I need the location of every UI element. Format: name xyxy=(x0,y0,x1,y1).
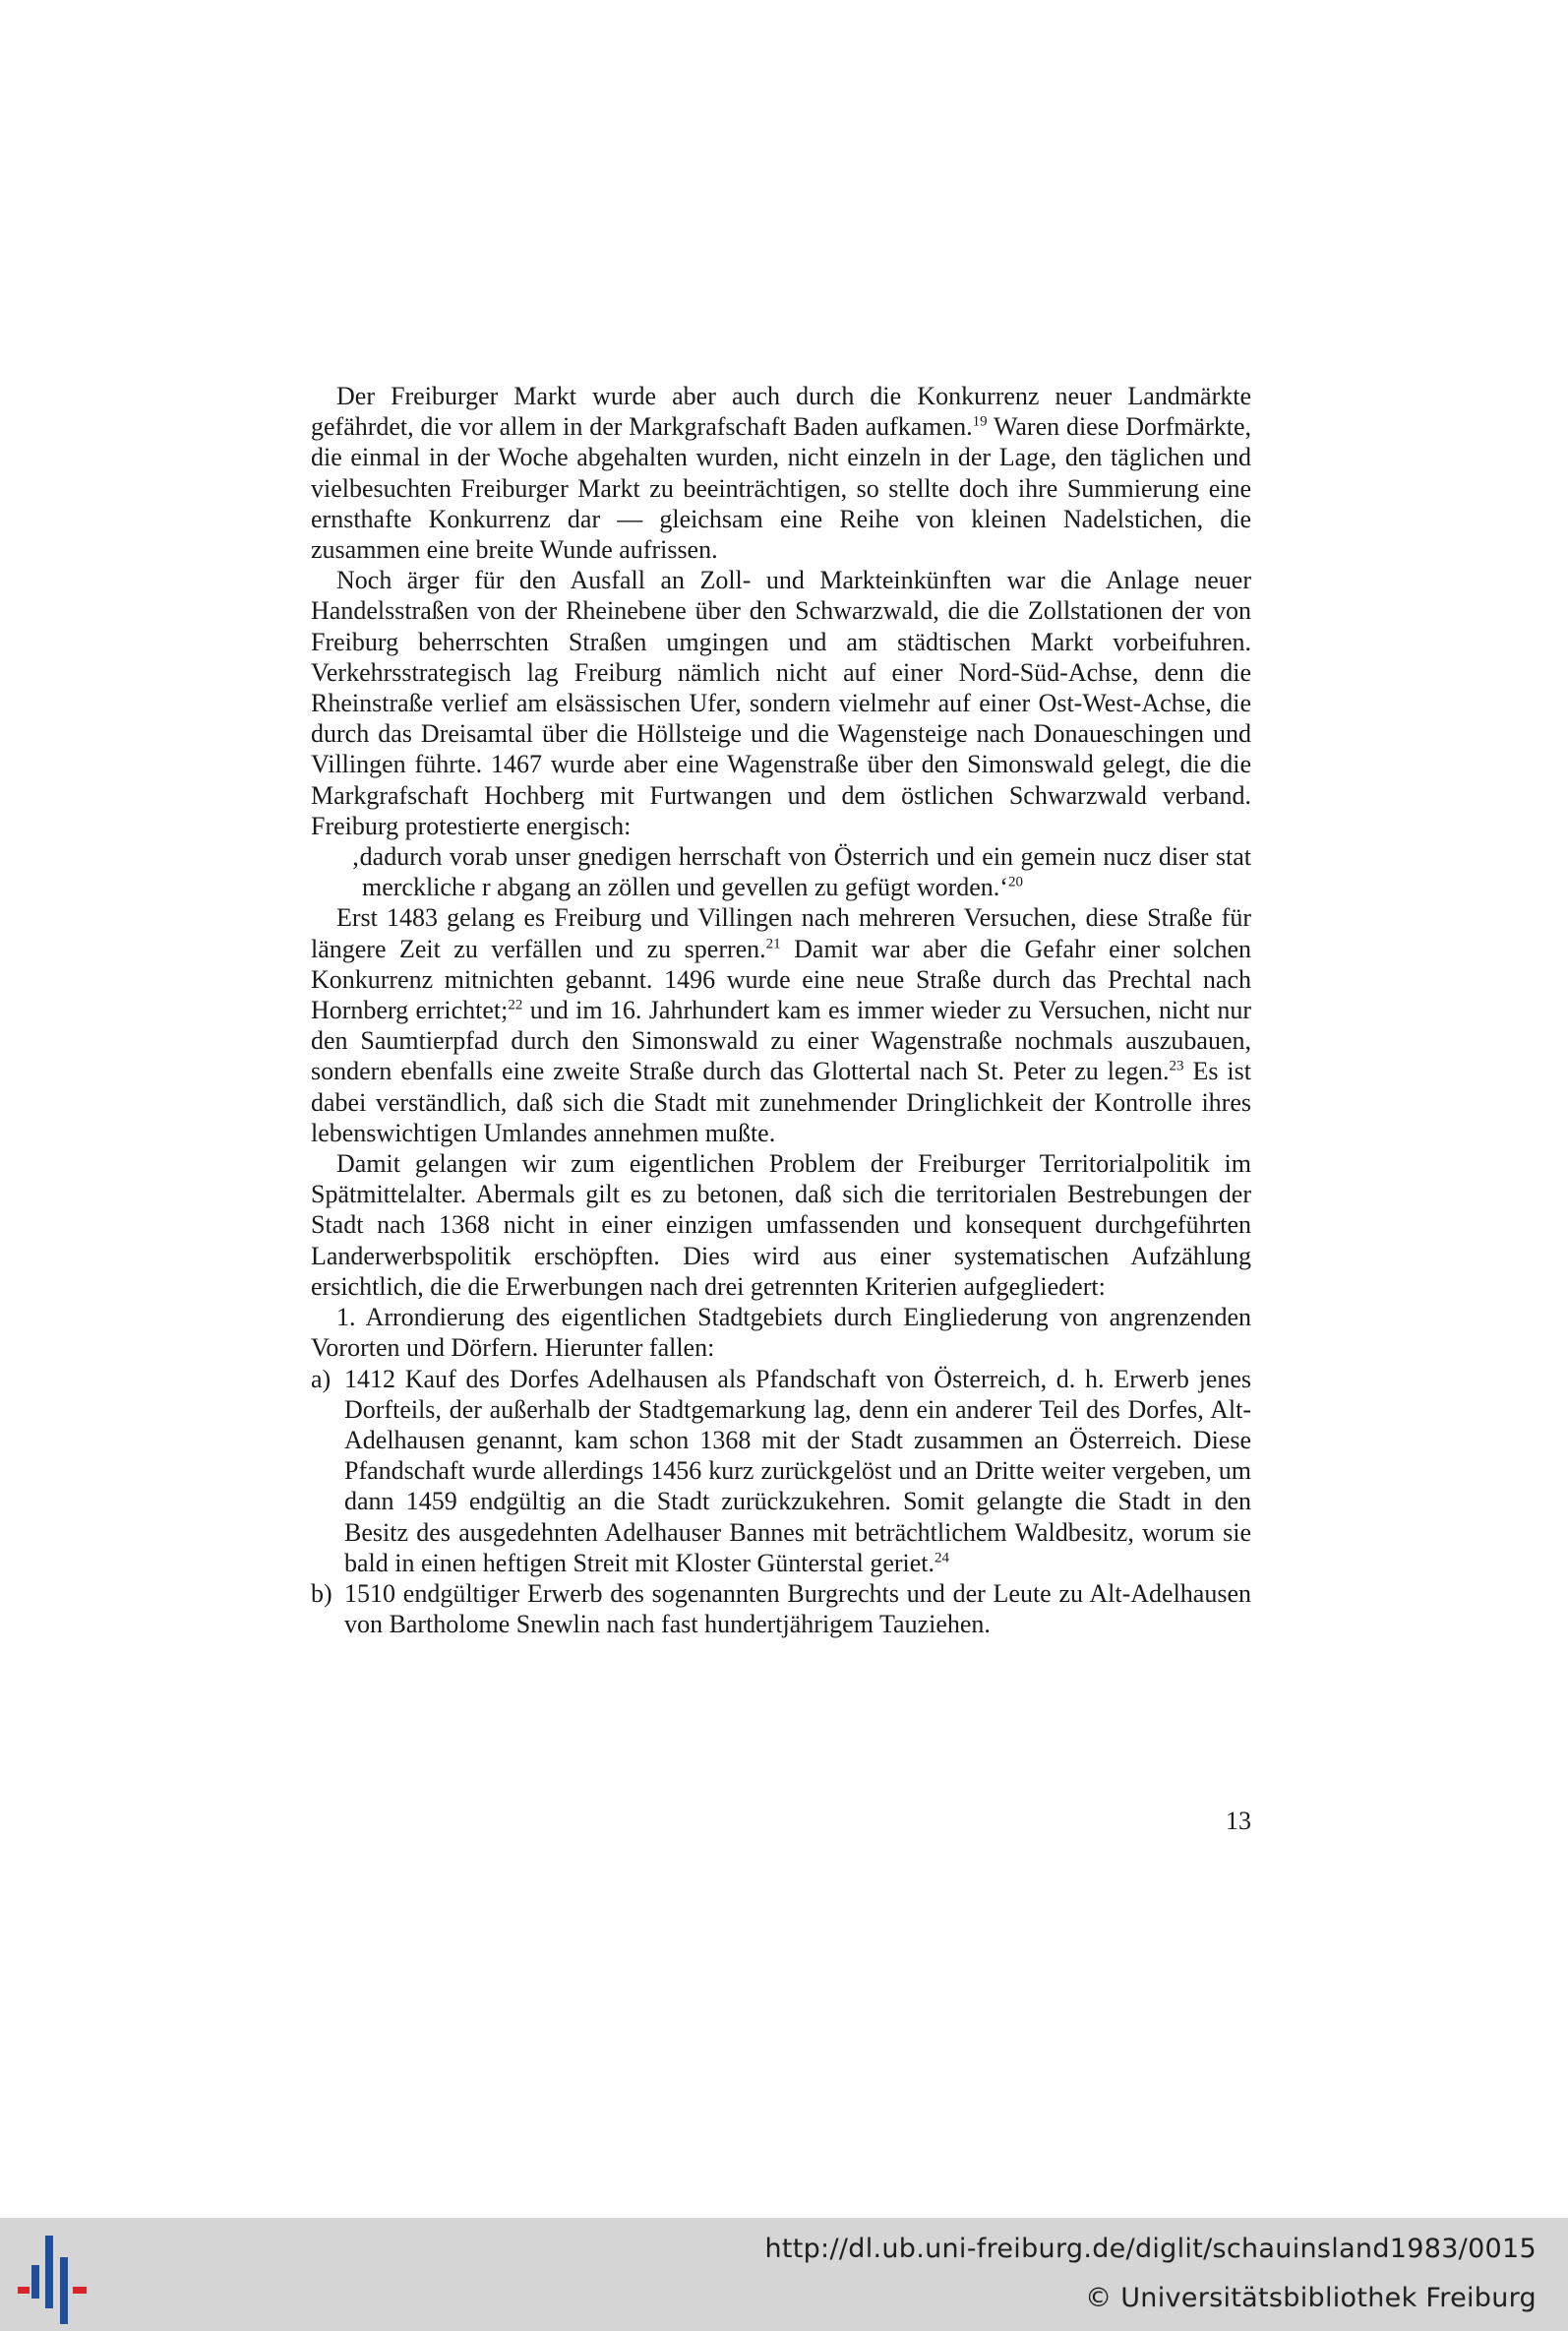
footnote-ref: 23 xyxy=(1169,1058,1184,1074)
block-quote xyxy=(311,841,1251,902)
quote-text: ‚dadurch vorab unser gnedigen herrschaft von Österrich und ein gemein nucz diser stat merckliche r abgang an zöllen und gevellen zu gefügt worden.‘ xyxy=(351,842,1251,902)
footnote-ref: 22 xyxy=(508,997,523,1013)
paragraph-text: Es ist dabei verständlich, daß sich die Stadt mit zunehmender Dringlichkeit der Kontrolle ihres lebenswichtigen Umlandes annehmen mußte. xyxy=(311,1057,1251,1147)
enumeration-heading: 1. Arrondierung des eigentlichen Stadtgebiets durch Eingliederung von angrenzenden Vororten und Dörfern. Hierunter fallen: xyxy=(311,1303,1251,1363)
library-logo-icon xyxy=(18,2236,98,2324)
page-number: 13 xyxy=(1226,1807,1251,1835)
paragraph-text: Erst 1483 gelang es Freiburg und Villingen nach mehreren Versuchen, diese Straße für längere Zeit zu verfällen und zu sperren. xyxy=(311,903,1251,963)
paragraph xyxy=(311,902,1251,1148)
paragraph-text: Damit war aber die Gefahr einer solchen Konkurrenz mitnichten gebannt. 1496 wurde eine neue Straße durch das Prechtal nach Hornberg errichtet; xyxy=(311,934,1251,1025)
footnote-ref: 21 xyxy=(765,935,781,951)
footer-url-link[interactable]: http://dl.ub.uni-freiburg.de/diglit/schauinsland1983/0015 xyxy=(764,2234,1537,2264)
paragraph-text: Waren diese Dorfmärkte, die einmal in der Woche abgehalten wurden, nicht einzeln in der Lage, den täglichen und vielbesuchten Freiburger Markt zu beeinträchtigen, so stellte doch ihre Summierung eine ernsthafte Konkurrenz dar — gleichsam eine Reihe von kleinen Nadelstichen, die zusammen eine breite Wunde aufrissen. xyxy=(311,412,1251,565)
footnote-ref: 20 xyxy=(1007,874,1023,890)
page-text-block xyxy=(311,381,1251,1639)
paragraph: Noch ärger für den Ausfall an Zoll- und Markteinkünften war die Anlage neuer Handelsstraßen von der Rheinebene über den Schwarzwald, die die Zollstationen der von Freiburg beherrschten Straßen umgingen und am städtischen Markt vorbeifuhren. Verkehrsstrategisch lag Freiburg nämlich nicht auf einer Nord-Süd-Achse, denn die Rheinstraße verlief am elsässischen Ufer, sondern vielmehr auf einer Ost-West-Achse, die durch das Dreisamtal über die Höllsteige und die Wagensteige nach Donaueschingen und Villingen führte. 1467 wurde aber eine Wagenstraße über den Simonswald gelegt, die die Markgrafschaft Hochberg mit Furtwangen und dem östlichen Schwarzwald verband. Freiburg protestierte energisch: xyxy=(311,566,1251,840)
paragraph: Damit gelangen wir zum eigentlichen Problem der Freiburger Territorialpolitik im Spätmittelalter. Abermals gilt es zu betonen, daß sich die territorialen Bestrebungen der Stadt nach 1368 nicht in einer einzigen umfassenden und konsequent durchgeführten Landerwerbspolitik erschöpften. Dies wird aus einer systematischen Aufzählung ersichtlich, die die Erwerbungen nach drei getrennten Kriterien aufgegliedert: xyxy=(311,1149,1251,1301)
footer-bar xyxy=(0,2218,1568,2331)
list-item xyxy=(311,1578,1251,1639)
paragraph-text: und im 16. Jahrhundert kam es immer wieder zu Versuchen, nicht nur den Saumtierpfad durch den Simonswald zu einer Wagenstraße nochmals auszubauen, sondern ebenfalls eine zweite Straße durch das Glottertal nach St. Peter zu legen. xyxy=(311,996,1251,1086)
list-item-label: a) xyxy=(311,1364,332,1393)
paragraph xyxy=(311,381,1251,565)
paragraph-text: Der Freiburger Markt wurde aber auch durch die Konkurrenz neuer Landmärkte gefährdet, die vor allem in der Markgrafschaft Baden aufkamen. xyxy=(311,382,1251,442)
list-item-text: 1510 endgültiger Erwerb des sogenannten Burgrechts und der Leute zu Alt-Adelhausen von Bartholome Snewlin nach fast hundertjährigem Tauziehen. xyxy=(344,1578,1251,1639)
footnote-ref: 24 xyxy=(935,1549,950,1565)
list-item-label: b) xyxy=(311,1578,332,1608)
footer-copyright: © Universitätsbibliothek Freiburg xyxy=(1085,2283,1537,2313)
list-item-text: 1412 Kauf des Dorfes Adelhausen als Pfandschaft von Österreich, d. h. Erwerb jenes Dorfteils, der außerhalb der Stadtgemarkung lag, denn ein anderer Teil des Dorfes, Alt-Adelhausen genannt, kam schon 1368 mit der Stadt zusammen an Österreich. Diese Pfandschaft wurde allerdings 1456 kurz zurückgelöst und an Dritte weiter vergeben, um dann 1459 endgültig an die Stadt zurückzukehren. Somit gelangte die Stadt in den Besitz des ausgedehnten Adelhauser Bannes mit beträchtlichem Waldbesitz, worum sie bald in einen heftigen Streit mit Kloster Günterstal geriet. xyxy=(344,1364,1251,1577)
footnote-ref: 19 xyxy=(972,413,988,430)
list-item xyxy=(311,1364,1251,1578)
